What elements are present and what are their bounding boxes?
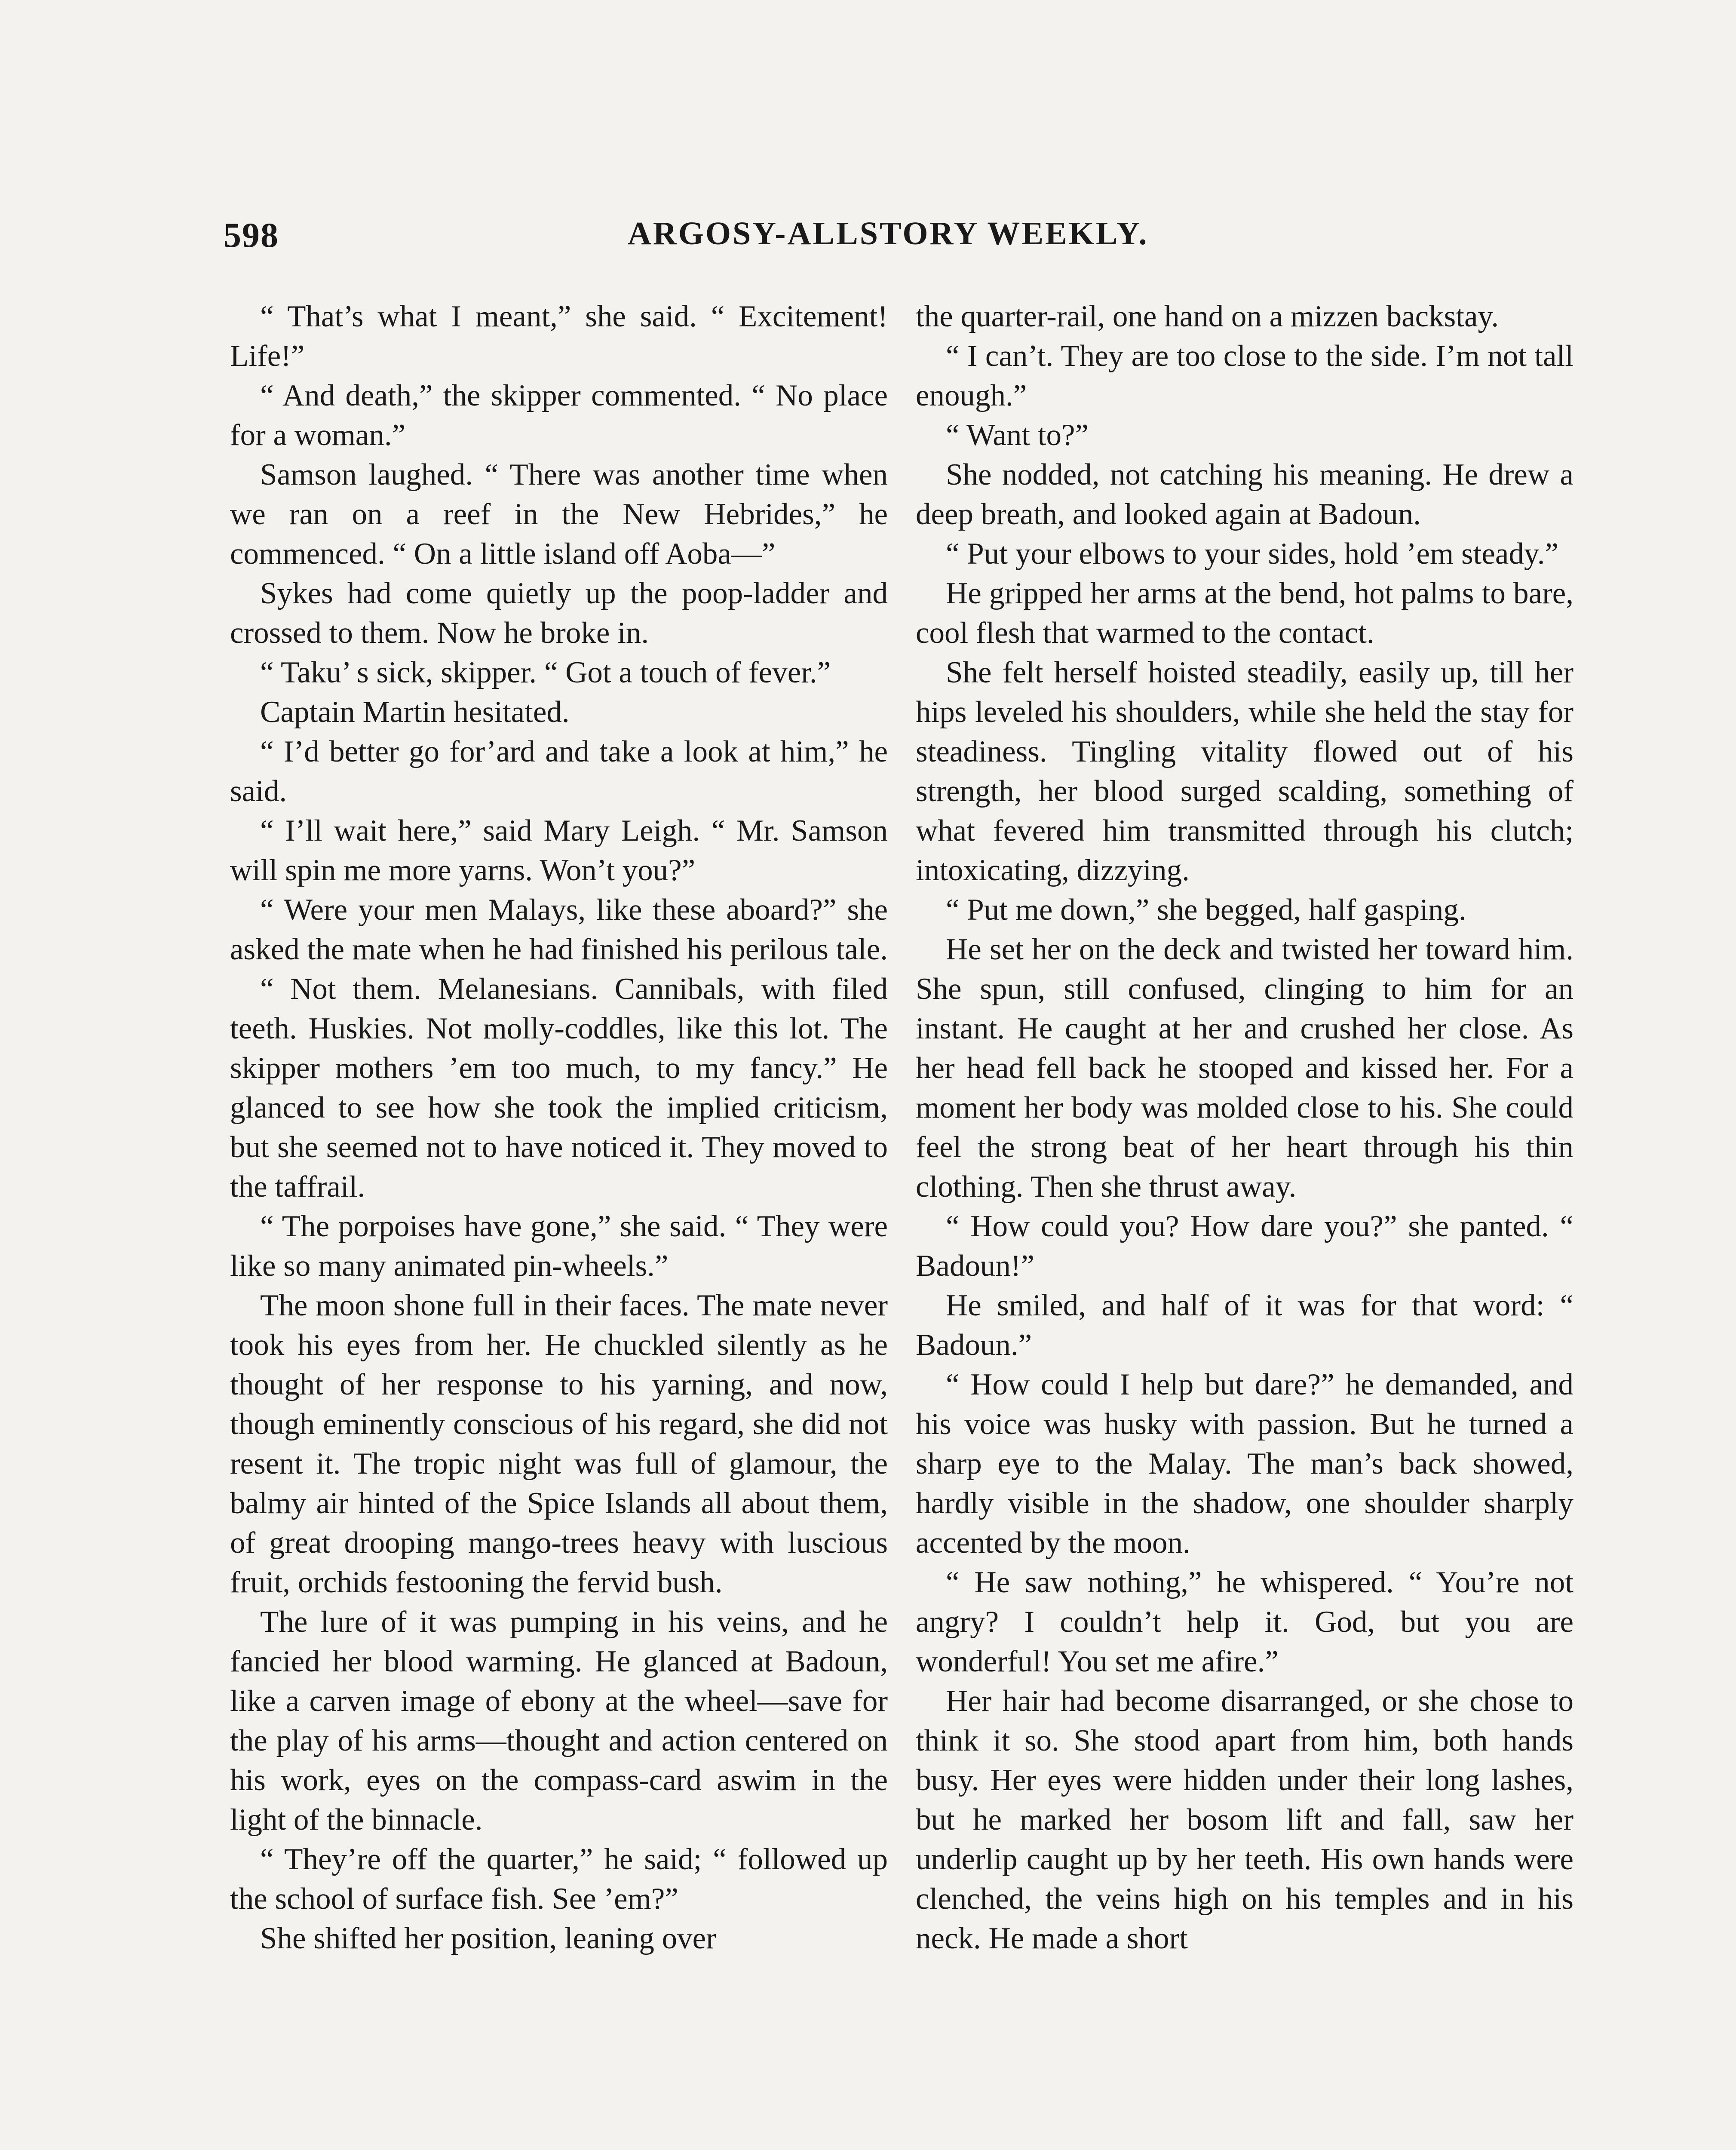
page-header <box>224 215 1599 267</box>
paragraph: “ Put your elbows to your sides, hold ’em steady.” <box>946 537 1559 571</box>
paragraph: The lure of it was pumping in his veins, and he fancied her blood warming. He glanced at Badoun, like a carven image of ebony at the wheel—save for the play of his arms—thought and action centered on his work, eyes on the compass-card aswim in the light of the binnacle. <box>230 1605 888 1837</box>
paragraph: “ I can’t. They are too close to the side. I’m not tall enough.” <box>916 339 1573 412</box>
paragraph: Sykes had come quietly up the poop-ladder and crossed to them. Now he broke in. <box>230 577 888 650</box>
paragraph: “ Taku’ s sick, skipper. “ Got a touch of fever.” <box>260 656 831 689</box>
right-column <box>916 297 1573 1958</box>
paragraph: She felt herself hoisted steadily, easily up, till her hips leveled his shoulders, while she held the stay for steadiness. Tingling vitality flowed out of his strength, her blood surged scalding, something of what fevered him transmitted through his clutch; intoxicating, dizzying. <box>916 656 1573 887</box>
paragraph: The moon shone full in their faces. The mate never took his eyes from her. He chuckled silently as he thought of her response to his yarning, and now, though eminently conscious of his regard, she did not resent it. The tropic night was full of glamour, the balmy air hinted of the Spice Islands all about them, of great drooping mango-trees heavy with luscious fruit, orchids festooning the fervid bush. <box>230 1289 888 1599</box>
paragraph: He smiled, and half of it was for that word: “ Badoun.” <box>916 1289 1573 1362</box>
paragraph: “ How could you? How dare you?” she panted. “ Badoun!” <box>916 1210 1573 1283</box>
page-number: 598 <box>224 215 279 255</box>
paragraph: “ And death,” the skipper commented. “ No place for a woman.” <box>230 379 888 452</box>
paragraph: He gripped her arms at the bend, hot palms to bare, cool flesh that warmed to the contact. <box>916 577 1573 650</box>
paragraph: He set her on the deck and twisted her toward him. She spun, still confused, clinging to him for an instant. He caught at her and crushed her close. As her head fell back he stooped and kissed her. For a moment her body was molded close to his. She could feel the strong beat of her heart through his thin clothing. Then she thrust away. <box>916 933 1573 1204</box>
paragraph: “ Put me down,” she begged, half gasping. <box>946 893 1466 927</box>
paragraph: “ That’s what I meant,” she said. “ Excitement! Life!” <box>230 300 888 373</box>
paragraph: “ He saw nothing,” he whispered. “ You’re not angry? I couldn’t help it. God, but you are wonderful! You set me afire.” <box>916 1566 1573 1678</box>
paragraph: “ I’ll wait here,” said Mary Leigh. “ Mr. Samson will spin me more yarns. Won’t you?” <box>230 814 888 887</box>
paragraph: “ Were your men Malays, like these aboard?” she asked the mate when he had finished his perilous tale. <box>230 893 888 966</box>
paragraph-continuation: the quarter-rail, one hand on a mizzen backstay. <box>916 300 1499 333</box>
paragraph: She nodded, not catching his meaning. He drew a deep breath, and looked again at Badoun. <box>916 458 1573 531</box>
paragraph: She shifted her position, leaning over <box>260 1922 716 1955</box>
running-head: ARGOSY-ALLSTORY WEEKLY. <box>628 215 1149 252</box>
paragraph: “ They’re off the quarter,” he said; “ followed up the school of surface fish. See ’em?” <box>230 1843 888 1916</box>
paragraph: “ How could I help but dare?” he demanded, and his voice was husky with passion. But he turned a sharp eye to the Malay. The man’s back showed, hardly visible in the shadow, one shoulder sharply accented by the moon. <box>916 1368 1573 1560</box>
paragraph: Captain Martin hesitated. <box>260 695 570 729</box>
paragraph: “ I’d better go for’ard and take a look at him,” he said. <box>230 735 888 808</box>
paragraph: “ Not them. Melanesians. Cannibals, with filed teeth. Huskies. Not molly-coddles, like this lot. The skipper mothers ’em too much, to my fancy.” He glanced to see how she took the implied criticism, but she seemed not to have noticed it. They moved to the taffrail. <box>230 972 888 1204</box>
paragraph: “ Want to?” <box>946 418 1089 452</box>
left-column <box>230 297 888 1958</box>
paragraph: “ The porpoises have gone,” she said. “ They were like so many animated pin-wheels.” <box>230 1210 888 1283</box>
paragraph: Samson laughed. “ There was another time when we ran on a reef in the New Hebrides,” he commenced. “ On a little island off Aoba—” <box>230 458 888 571</box>
paragraph: Her hair had become disarranged, or she chose to think it so. She stood apart from him, both hands busy. Her eyes were hidden under their long lashes, but he marked her bosom lift and fall, saw her underlip caught up by her teeth. His own hands were clenched, the veins high on his temples and in his neck. He made a short <box>916 1684 1573 1955</box>
